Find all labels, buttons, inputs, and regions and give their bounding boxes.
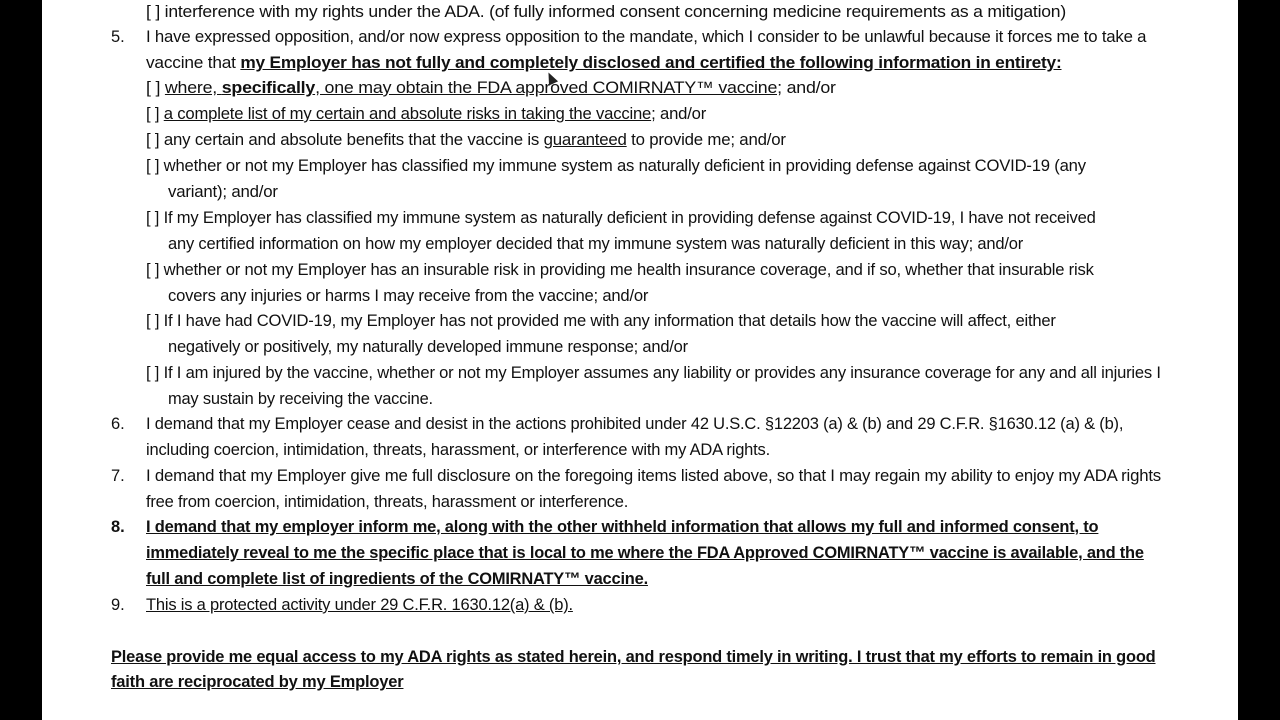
- underlined-text: , one may obtain the FDA approved COMIRNATY™ vaccine;: [315, 79, 782, 97]
- list-number: 5.: [111, 28, 125, 46]
- emphasis-text: my Employer has not fully and completely disclosed and certified the following information in entirety:: [240, 54, 1062, 72]
- checkbox-item: [ ] If I am injured by the vaccine, whether or not my Employer assumes any liability or provides any insurance coverage for any and all injuries I: [146, 364, 1161, 382]
- checkbox-item: [ ] whether or not my Employer has classified my immune system as naturally deficient in providing defense against COVID-19 (any: [146, 157, 1086, 175]
- checkbox-item: [146, 130, 786, 150]
- bold-text: specifically: [221, 79, 316, 97]
- list-number: 9.: [111, 596, 125, 614]
- closing-statement: faith are reciprocated by my Employer: [111, 673, 404, 691]
- list-number: 8.: [111, 518, 125, 536]
- text-line: I demand that my Employer cease and desist in the actions prohibited under 42 U.S.C. §12203 (a) & (b) and 29 C.F.R. §1630.12 (a) & (b),: [146, 415, 1124, 433]
- underlined-text: a complete list of my certain and absolute risks in taking the vaccine: [163, 105, 652, 123]
- text-span: and/or: [781, 79, 836, 97]
- checkbox-item: [ ] If I have had COVID-19, my Employer has not provided me with any information that details how the vaccine will affect, either: [146, 312, 1056, 330]
- underlined-text: where,: [164, 79, 222, 97]
- text-line: I demand that my Employer give me full disclosure on the foregoing items listed above, so that I may regain my ability to enjoy my ADA rights: [146, 467, 1161, 485]
- text-span: vaccine that: [146, 54, 241, 72]
- text-line: [ ] interference with my rights under the ADA. (of fully informed consent concerning medicine requirements as a mitigation): [146, 3, 1066, 21]
- checkbox-mark: [ ]: [146, 105, 164, 123]
- underlined-text: This is a protected activity under 29 C.F.R. 1630.12(a) & (b).: [146, 596, 573, 614]
- text-span: ; and/or: [651, 105, 707, 123]
- checkbox-item: [ ] If my Employer has classified my immune system as naturally deficient in providing defense against COVID-19, I have not received: [146, 209, 1096, 227]
- checkbox-item: [146, 104, 706, 124]
- text-line: covers any injuries or harms I may receive from the vaccine; and/or: [168, 287, 649, 305]
- checkbox-item: [ ] whether or not my Employer has an insurable risk in providing me health insurance coverage, and if so, whether that insurable risk: [146, 261, 1094, 279]
- closing-statement: Please provide me equal access to my ADA rights as stated herein, and respond timely in writing. I trust that my efforts to remain in good: [111, 648, 1156, 666]
- checkbox-mark: [ ]: [146, 79, 165, 97]
- text-line: including coercion, intimidation, threats, harassment, or interference with my ADA rights.: [146, 441, 770, 459]
- text-span: [ ] any certain and absolute benefits that the vaccine is: [146, 131, 544, 149]
- checkbox-item: [146, 78, 836, 98]
- underlined-text: guaranteed: [543, 131, 627, 149]
- text-line: [146, 53, 1062, 73]
- emphasis-text: full and complete list of ingredients of the COMIRNATY™ vaccine.: [146, 570, 648, 588]
- emphasis-text: I demand that my employer inform me, along with the other withheld information that allows my full and informed consent, to: [146, 518, 1099, 536]
- text-line: variant); and/or: [168, 183, 278, 201]
- text-span: to provide me; and/or: [626, 131, 786, 149]
- document-page: [42, 0, 1238, 720]
- emphasis-text: immediately reveal to me the specific place that is local to me where the FDA Approved COMIRNATY™ vaccine is available, and the: [146, 544, 1144, 562]
- text-line: I have expressed opposition, and/or now express opposition to the mandate, which I consider to be unlawful because it forces me to take a: [146, 28, 1147, 46]
- list-number: 7.: [111, 467, 125, 485]
- list-number: 6.: [111, 415, 125, 433]
- text-line: may sustain by receiving the vaccine.: [168, 390, 433, 408]
- text-line: free from coercion, intimidation, threats, harassment or interference.: [146, 493, 629, 511]
- text-line: any certified information on how my employer decided that my immune system was naturally deficient in this way; and/or: [168, 235, 1024, 253]
- text-line: negatively or positively, my naturally developed immune response; and/or: [168, 338, 688, 356]
